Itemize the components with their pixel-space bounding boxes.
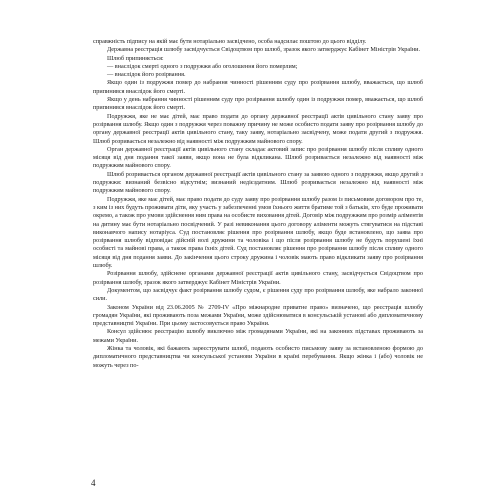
paragraph: Якщо один із подружжя помер до набрання чинності рішенням суду про розірвання шлюбу, вважається, що шлюб припинився внаслідок його смерті. xyxy=(93,79,423,95)
paragraph: Якщо у день набрання чинності рішенням суду про розірвання шлюбу один із подружжя помер, вважається, що шлюб припинився внаслідок його смерті. xyxy=(93,96,423,112)
page-number: 4 xyxy=(91,478,96,488)
paragraph: Шлюб припиняється: xyxy=(107,54,164,62)
paragraph: Шлюб розривається органом державної реєстрації актів цивільного стану за заявою одного з подружжя, якщо другий з подружжя: визнаний безвісно відсутнім; визнаний недієздатним. Шлюб розривається незалежно від наявності між подружжям майнового спору. xyxy=(93,170,423,195)
paragraph: Подружжя, яке має дітей, має право подати до суду заяву про розірвання шлюбу разом із письмовим договором про те, з ким із них будуть проживати діти, яку участь у забезпеченні умов їхнього життя братиме той з батьків, хто буде проживати окремо, а також про умови здійснення ним права на особисте виховання дітей. Договір між подружжям про розмір аліментів на дитину має бути нотаріально посвідчений. У разі невиконання цього договору аліменти можуть стягуватися на підставі виконавчого напису нотаріуса. Суд постановляє рішення про розірвання шлюбу, якщо буде встановлено, що заява про розірвання шлюбу відповідає дійсній волі дружини та чоловіка і що після розірвання шлюбу не будуть порушені їхні особисті та майнові права, а також права їхніх дітей. Суд постановляє рішення про розірвання шлюбу після спливу одного місяця від дня подання заяви. До закінчення цього строку дружина і чоловік мають право відкликати заяву про розірвання шлюбу. xyxy=(93,195,423,270)
paragraph: Подружжя, яке не має дітей, має право подати до органу державної реєстрації актів цивільного стану заяву про розірвання шлюбу. Якщо один з подружжя через поважну причину не може особисто подати заяву про розірвання шлюбу до органу державної реєстрації актів цивільного стану, таку заяву, нотаріально засвідчену, може подати другий з подружжя. Шлюб розривається незалежно від наявності між подружжям майнового спору. xyxy=(93,112,423,145)
paragraph: Жінка та чоловік, які бажають зареєструвати шлюб, подають особисто письмову заяву за встановленою формою до дипломатичного представництва чи консульської установи України в країні перебування. Якщо жінка і (або) чоловік не можуть через по- xyxy=(93,344,423,369)
paragraph: Законом України від 23.06.2005 № 2709-IV «Про міжнародне приватне право» визначено, що реєстрація шлюбу громадян України, які проживають поза межами України, може здійснюватися в консульській установі або дипломатичному представництві України. При цьому застосовується право України. xyxy=(93,303,423,328)
paragraph: Державна реєстрація шлюбу засвідчується Свідоцтвом про шлюб, зразок якого затверджує Кабінет Міністрів України. xyxy=(107,46,421,54)
paragraph: — внаслідок його розірвання. xyxy=(107,71,186,79)
paragraph: справжність підпису на якій має бути нотаріально засвідчено, особа надсилає поштою до цього відділу. xyxy=(93,38,367,45)
paragraph: Розірвання шлюбу, здійснене органами державної реєстрації актів цивільного стану, засвідчується Свідоцтвом про розірвання шлюбу, зразок якого затверджує Кабінет Міністрів України. xyxy=(93,270,423,286)
paragraph: Орган державної реєстрації актів цивільного стану складає актовий запис про розірвання шлюбу після спливу одного місяця від дня подання такої заяви, якщо вона не була відкликана. Шлюб розривається незалежно від наявності між подружжям майнового спору. xyxy=(93,145,423,170)
paragraph: Консул здійснює реєстрацію шлюбу виключно між громадянами України, які на законних підставах проживають за межами України. xyxy=(93,328,423,344)
body-text xyxy=(93,38,423,370)
paragraph: — внаслідок смерті одного з подружжя або оголошення його померлим; xyxy=(107,62,298,70)
paragraph: Документом, що засвідчує факт розірвання шлюбу судом, є рішення суду про розірвання шлюбу, яке набрало законної сили. xyxy=(93,286,423,303)
